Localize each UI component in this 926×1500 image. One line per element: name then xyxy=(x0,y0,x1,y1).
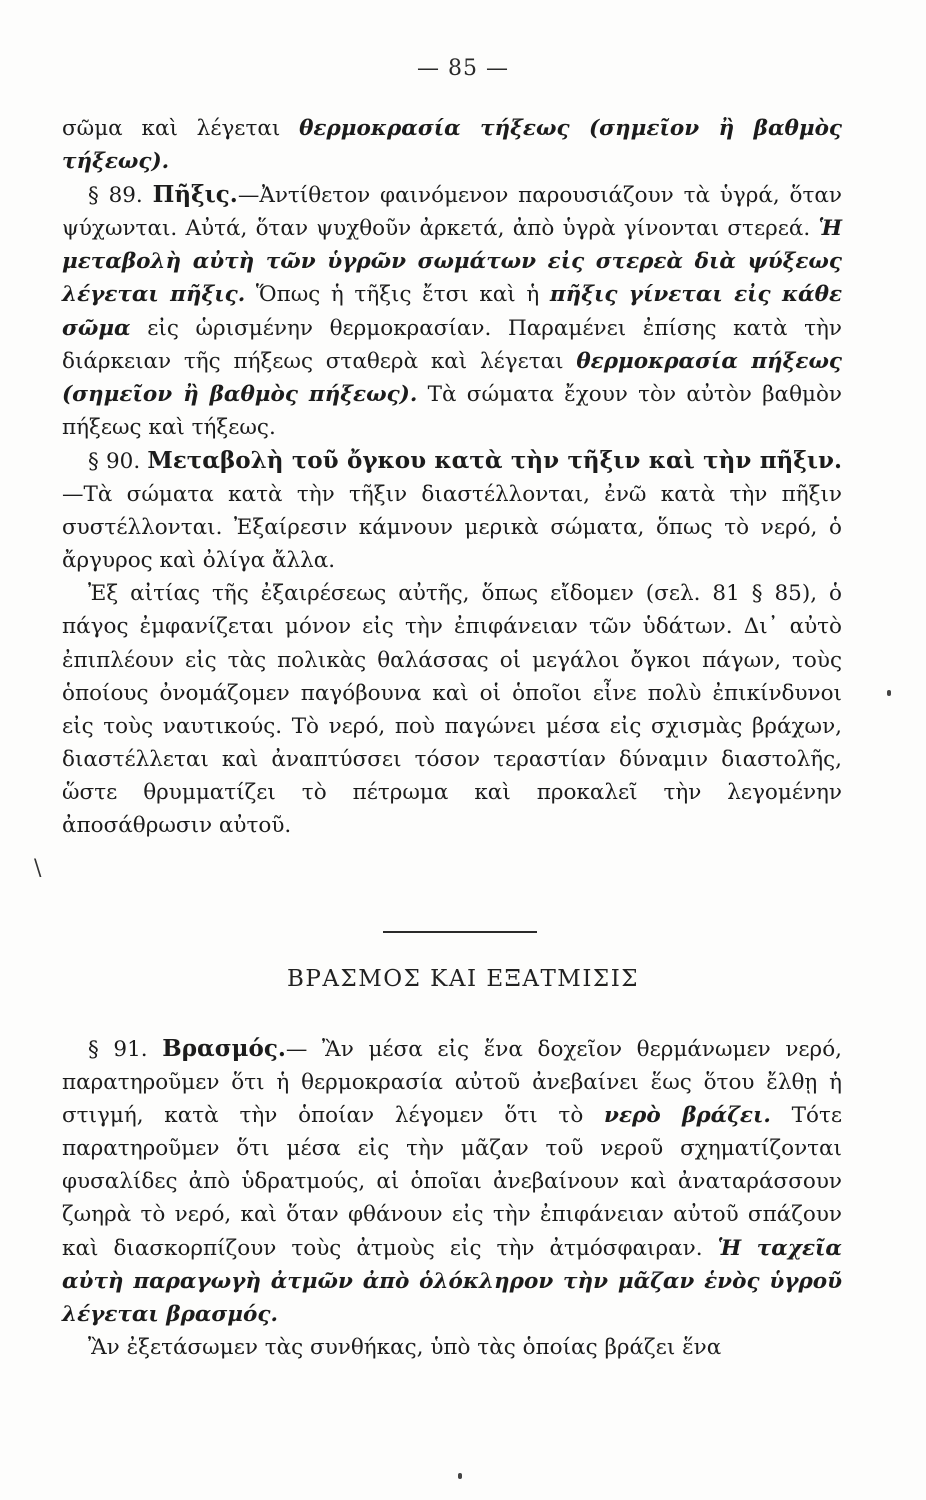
text-run: —Ἀντίθετον φαινόμενον παρουσιάζουν τὰ ὑγρά, ὅταν ψύχωνται. Αὐτά, ὅταν ψυχθοῦν ἀρκετά, ἀπὸ ὑγρὰ γίνονται στερεά. xyxy=(62,183,842,242)
text-run: Ὅπως ἡ τῆξις ἔτσι καὶ ἡ xyxy=(245,282,550,308)
paragraph-89 xyxy=(62,178,842,444)
emphasis-melting-temperature: θερμοκρασία τήξεως (σημεῖον ἢ βαθμὸς τήξεως). xyxy=(62,116,842,175)
emphasis-freezing-temperature: θερμοκρασία πήξεως (σημεῖον ἢ βαθμὸς πήξεως). xyxy=(62,348,843,407)
paragraph-conditions: Ἂν ἐξετάσωμεν τὰς συνθήκας, ὑπὸ τὰς ὁποίας βράζει ἕνα xyxy=(88,1334,722,1360)
section-number-90: § 90. xyxy=(88,448,148,474)
paragraph-90 xyxy=(62,444,842,577)
emphasis-water-boils: νερὸ βράζει. xyxy=(604,1103,771,1129)
heading-freezing: Πῆξις. xyxy=(152,181,238,209)
text-run: Τὰ σώματα ἔχουν τὸν αὐτὸν βαθμὸν πήξεως καὶ τήξεως. xyxy=(62,381,843,440)
emphasis-definition-boiling: Ἡ ταχεῖα αὐτὴ παραγωγὴ ἀτμῶν ἀπὸ ὁλόκληρον τὴν μᾶζαν ἑνὸς ὑγροῦ λέγεται βρασμός. xyxy=(62,1235,842,1327)
print-speck xyxy=(458,1473,462,1479)
section-number-91: § 91. xyxy=(88,1037,163,1062)
text-block-bottom xyxy=(62,1032,842,1364)
text-run: —Τὰ σώματα κατὰ τὴν τῆξιν διαστέλλονται, ἐνῶ κατὰ τὴν πῆξιν συστέλλονται. Ἐξαίρεσιν κάμνουν μερικὰ σώματα, ὅπως τὸ νερό, ὁ ἄργυρος καὶ ὀλίγα ἄλλα. xyxy=(62,482,842,574)
heading-volume-change: Μεταβολὴ τοῦ ὄγκου κατὰ τὴν τῆξιν καὶ τὴν πῆξιν. xyxy=(147,446,842,474)
text-run: σῶμα καὶ λέγεται xyxy=(62,116,300,141)
text-run: εἰς ὡρισμένην θερμοκρασίαν. Παραμένει ἐπίσης κατὰ τὴν διάρκειαν τῆς πήξεως σταθερὰ καὶ λέγεται xyxy=(62,315,842,374)
margin-mark: \ xyxy=(34,856,42,881)
print-speck xyxy=(887,690,891,696)
section-heading: ΒΡΑΣΜΟΣ ΚΑΙ ΕΞΑΤΜΙΣΙΣ xyxy=(286,966,640,992)
text-block-top xyxy=(62,112,842,842)
section-divider xyxy=(383,931,537,933)
page-number: — 85 — xyxy=(417,56,509,81)
paragraph-ice: Ἐξ αἰτίας τῆς ἐξαιρέσεως αὐτῆς, ὅπως εἴδομεν (σελ. 81 § 85), ὁ πάγος ἐμφανίζεται μόνον εἰς τὴν ἐπιφάνειαν τῶν ὑδάτων. Δι᾽ αὐτὸ ἐπιπλέουν εἰς τὰς πολικὰς θαλάσσας οἱ μεγάλοι ὄγκοι πάγων, τοὺς ὁποίους ὀνομάζομεν παγόβουνα καὶ οἱ ὁποῖοι εἶνε πολὺ ἐπικίνδυνοι εἰς τοὺς ναυτικούς. Τὸ νερό, ποὺ παγώνει μέσα εἰς σχισμὰς βράχων, διαστέλλεται καὶ ἀναπτύσσει τόσον τεραστίαν δύναμιν διαστολῆς, ὥστε θρυμματίζει τὸ πέτρωμα καὶ προκαλεῖ τὴν λεγομένην ἀποσάθρωσιν αὐτοῦ. xyxy=(62,581,842,838)
heading-boiling: Βρασμός. xyxy=(162,1035,286,1062)
section-number-89: § 89. xyxy=(88,183,153,209)
emphasis-definition-freezing: Ἡ μεταβολὴ αὐτὴ τῶν ὑγρῶν σωμάτων εἰς στερεὰ διὰ ψύξεως λέγεται πῆξις. xyxy=(62,216,842,308)
emphasis-freezing-every-body: πῆξις γίνεται εἰς κάθε σῶμα xyxy=(62,282,843,341)
text-run: — Ἂν μέσα εἰς ἕνα δοχεῖον θερμάνωμεν νερό, παρατηροῦμεν ὅτι ἡ θερμοκρασία αὐτοῦ ἀνεβαίνει ἕως ὅτου ἔλθῃ ἡ στιγμή, κατὰ τὴν ὁποίαν λέγομεν ὅτι τὸ xyxy=(62,1037,842,1129)
text-run: Τότε παρατηροῦμεν ὅτι μέσα εἰς τὴν μᾶζαν τοῦ νεροῦ σχηματίζονται φυσαλίδες ἀπὸ ὑδρατμούς, αἱ ὁποῖαι ἀνεβαίνουν καὶ ἀναταράσσουν ζωηρὰ τὸ νερό, καὶ ὅταν φθάνουν εἰς τὴν ἐπιφάνειαν αὐτοῦ σπάζουν καὶ διασκορπίζουν τοὺς ἀτμοὺς εἰς τὴν ἀτμόσφαιραν. xyxy=(62,1103,842,1261)
paragraph-continuation xyxy=(62,112,842,178)
paragraph-91 xyxy=(62,1032,842,1331)
